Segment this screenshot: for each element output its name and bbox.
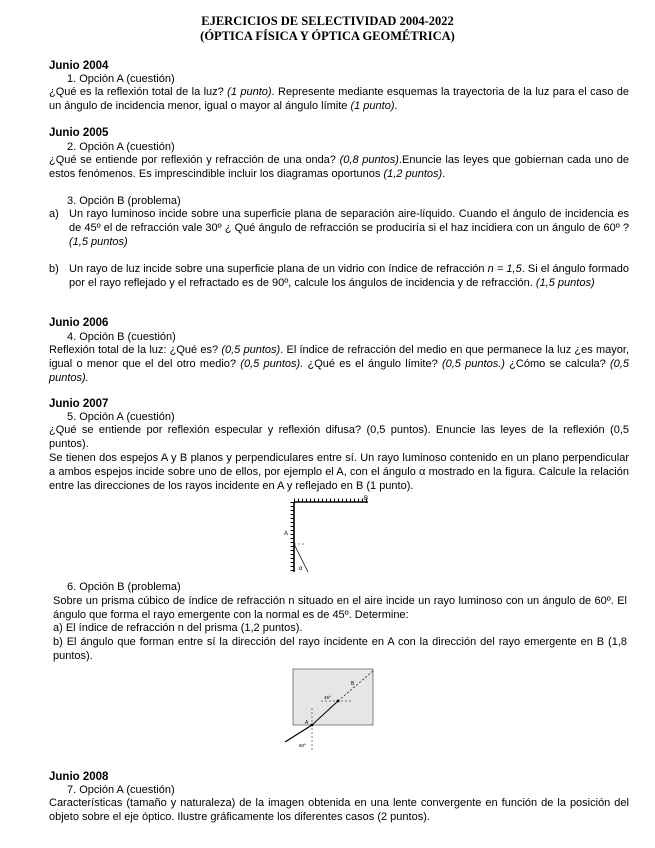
year-heading-2008: Junio 2008: [49, 771, 109, 783]
year-heading-2004: Junio 2004: [49, 60, 109, 72]
prism-figure: [281, 666, 381, 752]
incident-ray: [285, 725, 312, 742]
question-4-option: 4. Opción B (cuestión): [67, 331, 176, 343]
question-5-paragraph-2: Se tienen dos espejos A y B planos y perpendiculares entre sí. Un rayo luminoso contenido en un plano perpendicular a ambos espejos incide sobre uno de ellos, por ejemplo el A, con el ángulo α mostrado en la figura. Calcule la relación entre las direcciones de los rayos incidente en A y reflejado en B (1 punto).: [49, 452, 629, 492]
question-7-text: Características (tamaño y naturaleza) de la imagen obtenida en una lente convergente en función de la posición del objeto sobre el eje óptico. Ilustre gráficamente los diferentes casos (2 puntos).: [49, 797, 629, 823]
question-2-text: ¿Qué se entiende por reflexión y refracción de una onda? (0,8 puntos).Enuncie las leyes que gobiernan cada uno de estos fenómenos. Es imprescindible incluir los diagramas oportunos (1,2 puntos).: [49, 154, 629, 180]
question-7-option: 7. Opción A (cuestión): [67, 784, 175, 796]
point-b: [337, 700, 340, 703]
question-6-part-b: b) El ángulo que forman entre sí la dirección del rayo incidente en A con la dirección del rayo emergente en B (1,8 puntos).: [53, 636, 627, 662]
question-6-option: 6. Opción B (problema): [67, 581, 181, 593]
question-4-text: Reflexión total de la luz: ¿Qué es? (0,5 puntos). El índice de refracción del medio en que permanece la luz ¿es mayor, igual o menor que el del otro medio? (0,5 puntos). ¿Qué es el ángulo límite? (0,5 puntos.) ¿Cómo se calcula? (0,5 puntos).: [49, 344, 630, 384]
prism-block: [293, 669, 373, 725]
mirrors-figure: [282, 494, 374, 574]
question-3-option: 3. Opción B (problema): [67, 195, 181, 207]
question-3-part-b: b) Un rayo de luz incide sobre una superficie plana de un vidrio con índice de refracción n = 1,5. Si el ángulo formado por el rayo reflejado y el refractado es de 90º, calcule los ángulos de incidencia y de refracción. (1,5 puntos): [49, 263, 629, 289]
point-b-label: B: [351, 681, 355, 687]
question-6-part-a: a) El índice de refracción n del prisma (1,2 puntos).: [53, 622, 303, 634]
angle-60-label: 60º: [299, 743, 306, 748]
question-1-option: 1. Opción A (cuestión): [67, 73, 175, 85]
question-6-paragraph-1: Sobre un prisma cúbico de índice de refracción n situado en el aire incide un rayo luminoso con un ángulo de 60º. El ángulo que forma el rayo emergente con la normal es de 45º. Determine:: [53, 595, 627, 621]
year-heading-2006: Junio 2006: [49, 317, 109, 329]
mirror-b-label: B: [364, 496, 369, 502]
part-b-marker: b): [49, 263, 59, 275]
part-a-marker: a): [49, 208, 59, 220]
year-heading-2005: Junio 2005: [49, 127, 109, 139]
document-subtitle: (ÓPTICA FÍSICA Y ÓPTICA GEOMÉTRICA): [200, 29, 455, 43]
question-2-option: 2. Opción A (cuestión): [67, 141, 175, 153]
question-5-paragraph-1: ¿Qué se entiende por reflexión especular y reflexión difusa? (0,5 puntos). Enuncie las leyes de la reflexión (0,5 puntos).: [49, 424, 629, 450]
question-5-option: 5. Opción A (cuestión): [67, 411, 175, 423]
document-title: EJERCICIOS DE SELECTIVIDAD 2004-2022: [201, 14, 454, 28]
angle-45-label: 45º: [324, 695, 331, 700]
angle-alpha-label: α: [299, 566, 303, 572]
question-1-text: ¿Qué es la reflexión total de la luz? (1 punto). Represente mediante esquemas la trayectoria de la luz para el caso de un ángulo de incidencia menor, igual o mayor al ángulo límite (1 punto).: [49, 86, 629, 112]
year-heading-2007: Junio 2007: [49, 398, 109, 410]
point-a: [311, 724, 314, 727]
point-a-label: A: [305, 720, 309, 726]
mirror-a-label: A: [284, 531, 289, 537]
question-3-part-a: a) Un rayo luminoso incide sobre una superficie plana de separación aire-líquido. Cuando el ángulo de incidencia es de 45º el de refracción vale 30º ¿ Qué ángulo de refracción se produciría si el haz incidiera con un ángulo de 60º ? (1,5 puntos): [49, 208, 629, 248]
